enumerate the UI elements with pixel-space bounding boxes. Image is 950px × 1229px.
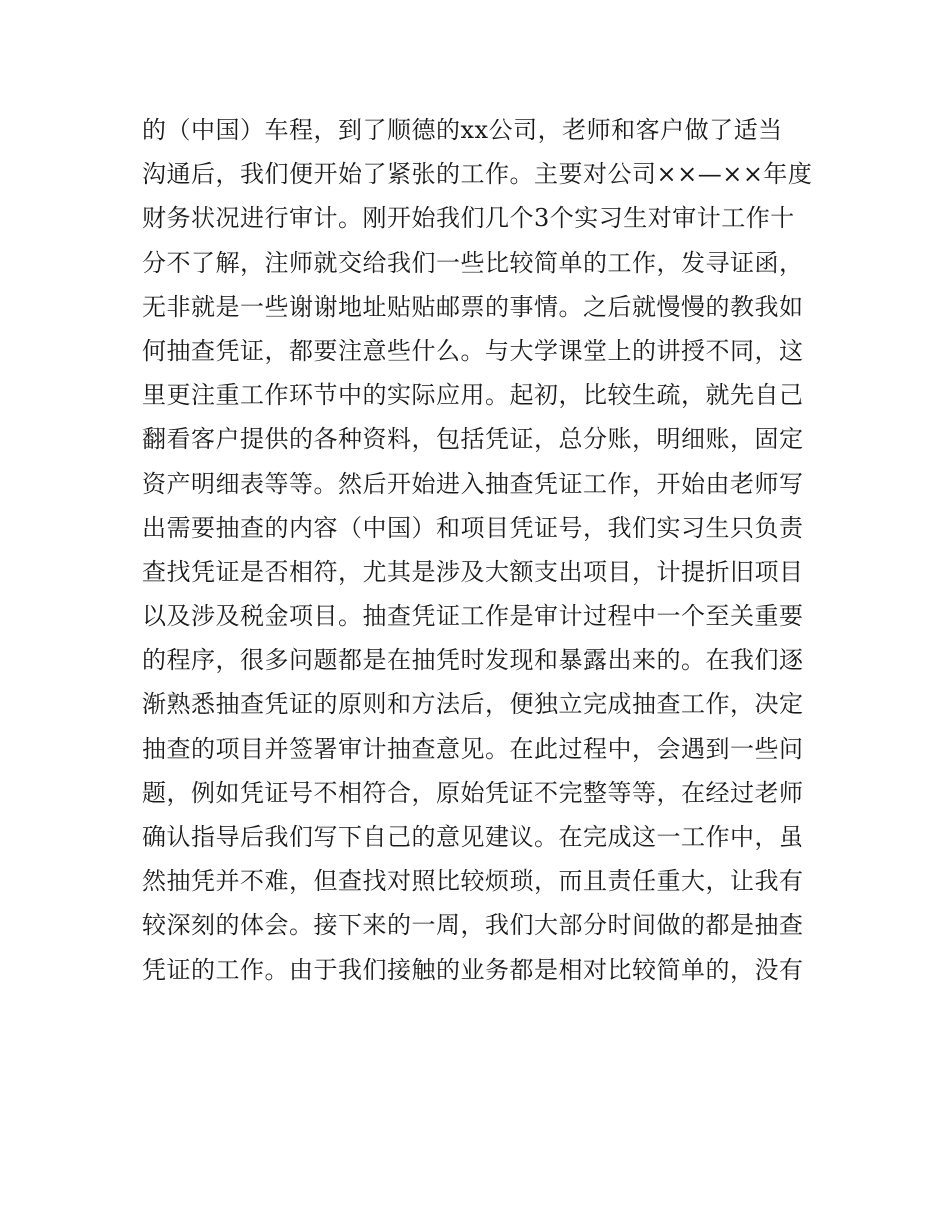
text-line: 出需要抽查的内容（中国）和项目凭证号，我们实习生只负责 — [142, 513, 804, 542]
text-line: 以及涉及税金项目。抽查凭证工作是审计过程中一个至关重要 — [142, 602, 804, 631]
body-paragraph — [142, 108, 822, 992]
text-line: 然抽凭并不难，但查找对照比较烦琐，而且责任重大，让我有 — [142, 867, 804, 896]
text-line: 翻看客户提供的各种资料，包括凭证，总分账，明细账，固定 — [142, 425, 804, 454]
text-line: 较深刻的体会。接下来的一周，我们大部分时间做的都是抽查 — [142, 911, 804, 940]
text-line: 题，例如凭证号不相符合，原始凭证不完整等等，在经过老师 — [142, 778, 804, 807]
text-line: 确认指导后我们写下自己的意见建议。在完成这一工作中，虽 — [142, 823, 804, 851]
text-line: 抽查的项目并签署审计抽查意见。在此过程中，会遇到一些问 — [142, 734, 804, 763]
text-line: 沟通后，我们便开始了紧张的工作。主要对公司××—××年度 — [142, 160, 813, 189]
text-line: 资产明细表等等。然后开始进入抽查凭证工作，开始由老师写 — [142, 469, 804, 498]
text-line: 的程序，很多问题都是在抽凭时发现和暴露出来的。在我们逐 — [142, 646, 804, 675]
text-line: 查找凭证是否相符，尤其是涉及大额支出项目，计提折旧项目 — [142, 557, 804, 586]
text-line: 渐熟悉抽查凭证的原则和方法后，便独立完成抽查工作，决定 — [142, 690, 804, 719]
text-line: 无非就是一些谢谢地址贴贴邮票的事情。之后就慢慢的教我如 — [142, 292, 804, 321]
text-line: 里更注重工作环节中的实际应用。起初，比较生疏，就先自己 — [142, 381, 804, 410]
text-line: 凭证的工作。由于我们接触的业务都是相对比较简单的，没有 — [142, 955, 804, 984]
text-line: 何抽查凭证，都要注意些什么。与大学课堂上的讲授不同，这 — [142, 336, 804, 365]
text-line: 分不了解，注师就交给我们一些比较简单的工作，发寻证函， — [142, 248, 804, 277]
text-line: 的（中国）车程，到了顺德的xx公司，老师和客户做了适当 — [142, 116, 783, 144]
text-line: 财务状况进行审计。刚开始我们几个3个实习生对审计工作十 — [142, 204, 795, 233]
